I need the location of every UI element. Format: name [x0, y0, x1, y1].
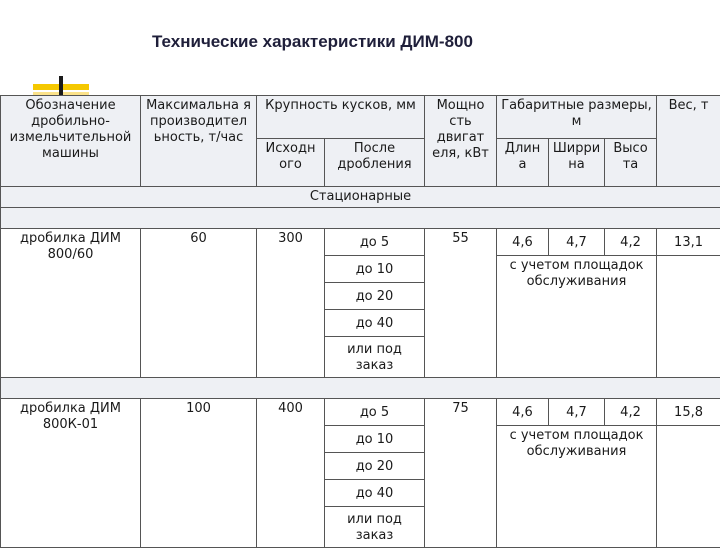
spacer-row	[1, 208, 720, 229]
after-option: до 40	[325, 310, 425, 337]
header-initial: Исходн ого	[257, 139, 325, 187]
machine-name: дробилка ДИМ 800К-01	[1, 399, 141, 548]
header-width: Ширри на	[549, 139, 605, 187]
header-power: Мощно сть двигат еля, кВт	[425, 96, 497, 187]
machine-length: 4,6	[497, 399, 549, 426]
header-dimensions: Габаритные размеры, м	[497, 96, 657, 139]
machine-note: с учетом площадок обслуживания	[497, 256, 657, 378]
header-length: Длин а	[497, 139, 549, 187]
after-option: или под заказ	[325, 337, 425, 378]
header-after: После дробления	[325, 139, 425, 187]
spacer-row	[1, 378, 720, 399]
weight-empty	[657, 256, 720, 378]
weight-empty	[657, 426, 720, 548]
machine-power: 75	[425, 399, 497, 548]
machine-capacity: 60	[141, 229, 257, 378]
machine-weight: 13,1	[657, 229, 720, 256]
after-option: до 10	[325, 256, 425, 283]
after-option: или под заказ	[325, 507, 425, 548]
header-height: Высо та	[605, 139, 657, 187]
after-option: до 10	[325, 426, 425, 453]
after-option: до 20	[325, 453, 425, 480]
spec-table	[0, 95, 720, 548]
header-lump-size: Крупность кусков, мм	[257, 96, 425, 139]
machine-initial: 400	[257, 399, 325, 548]
machine-initial: 300	[257, 229, 325, 378]
machine-height: 4,2	[605, 399, 657, 426]
page-title: Технические характеристики ДИМ-800	[152, 32, 473, 52]
machine-capacity: 100	[141, 399, 257, 548]
machine-weight: 15,8	[657, 399, 720, 426]
machine-width: 4,7	[549, 399, 605, 426]
title-decoration-bar	[59, 76, 63, 96]
machine-length: 4,6	[497, 229, 549, 256]
machine-power: 55	[425, 229, 497, 378]
machine-name: дробилка ДИМ 800/60	[1, 229, 141, 378]
header-capacity: Максимальна я производител ьность, т/час	[141, 96, 257, 187]
machine-width: 4,7	[549, 229, 605, 256]
header-weight: Вес, т	[657, 96, 720, 187]
after-option: до 40	[325, 480, 425, 507]
after-option: до 5	[325, 229, 425, 256]
machine-height: 4,2	[605, 229, 657, 256]
after-option: до 20	[325, 283, 425, 310]
section-title: Стационарные	[1, 187, 720, 208]
header-designation: Обозначение дробильно-измельчительной машины	[1, 96, 141, 187]
machine-note: с учетом площадок обслуживания	[497, 426, 657, 548]
after-option: до 5	[325, 399, 425, 426]
